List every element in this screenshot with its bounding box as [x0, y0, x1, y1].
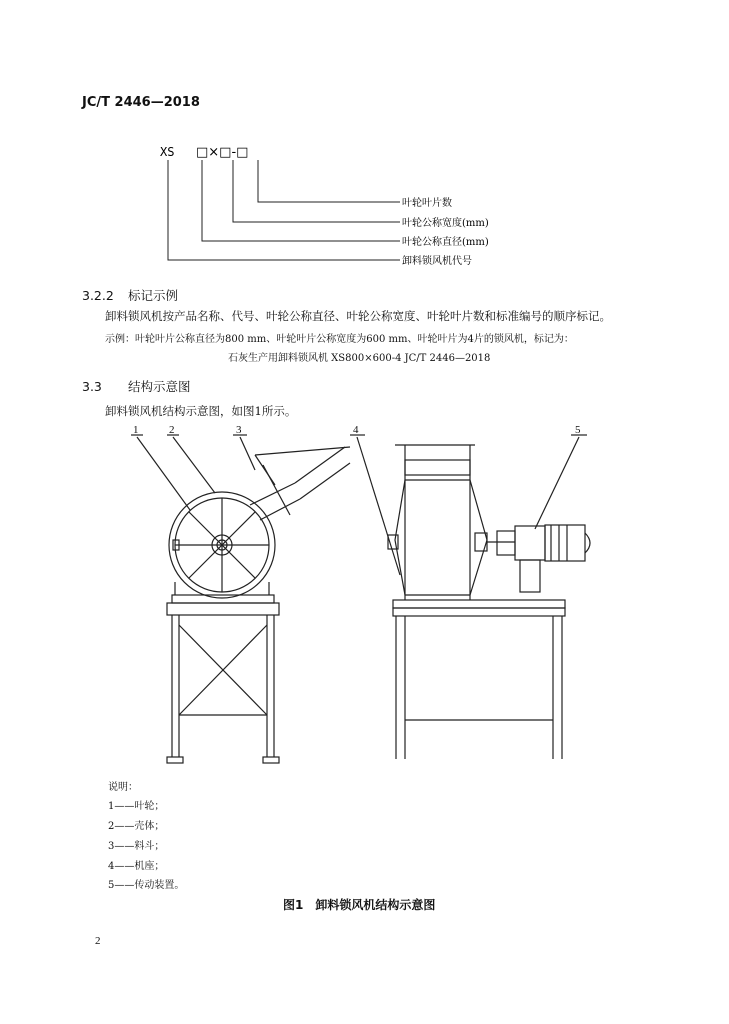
section-322-paragraph: 卸料锁风机按产品名称、代号、叶轮公称直径、叶轮公称宽度、叶轮叶片数和标准编号的顺序标记。: [105, 309, 611, 323]
section-33-paragraph: 卸料锁风机结构示意图，如图1所示。: [105, 404, 297, 418]
section-322-heading: [82, 286, 178, 304]
section-33-heading: [82, 377, 191, 395]
legend-item-3: 3——料斗；: [108, 841, 165, 852]
legend-item-1: 1——叶轮；: [108, 801, 165, 812]
code-label-width: 叶轮公称宽度(mm): [402, 218, 489, 229]
section-number: 3.2.2: [82, 288, 114, 303]
legend-title: 说明：: [108, 782, 138, 793]
code-label-designation: 卸料锁风机代号: [402, 256, 472, 267]
rotary-valve-drawing: [95, 425, 655, 775]
code-label-diameter: 叶轮公称直径(mm): [402, 237, 489, 248]
code-prefix: XS: [160, 145, 175, 159]
example-paragraph: 示例：叶轮叶片公称直径为800 mm、叶轮叶片公称宽度为600 mm、叶轮叶片为4片的锁风机，标记为：: [105, 334, 574, 345]
section-number: 3.3: [82, 379, 102, 394]
code-label-blades: 叶轮叶片数: [402, 198, 452, 209]
legend-item-4: 4——机座；: [108, 861, 165, 872]
callout-4: 4: [353, 425, 359, 436]
callout-5: 5: [575, 425, 581, 436]
callout-2: 2: [169, 425, 175, 436]
example-marking: 石灰生产用卸料锁风机 XS800×600-4 JC/T 2446—2018: [228, 353, 491, 364]
callout-3: 3: [236, 425, 242, 436]
legend-item-5: 5——传动装置。: [108, 880, 185, 891]
section-title: 标记示例: [128, 288, 179, 303]
page-number: 2: [95, 935, 101, 947]
gear-reducer: [515, 526, 545, 560]
code-designation-diagram: [150, 140, 510, 270]
legend-item-2: 2——壳体；: [108, 821, 165, 832]
section-title: 结构示意图: [128, 379, 191, 394]
document-code-header: JC/T 2446—2018: [82, 95, 200, 110]
callout-1: 1: [133, 425, 139, 436]
code-pattern: □×□-□: [196, 145, 249, 160]
figure-caption: 图1 卸料锁风机结构示意图: [283, 898, 436, 912]
